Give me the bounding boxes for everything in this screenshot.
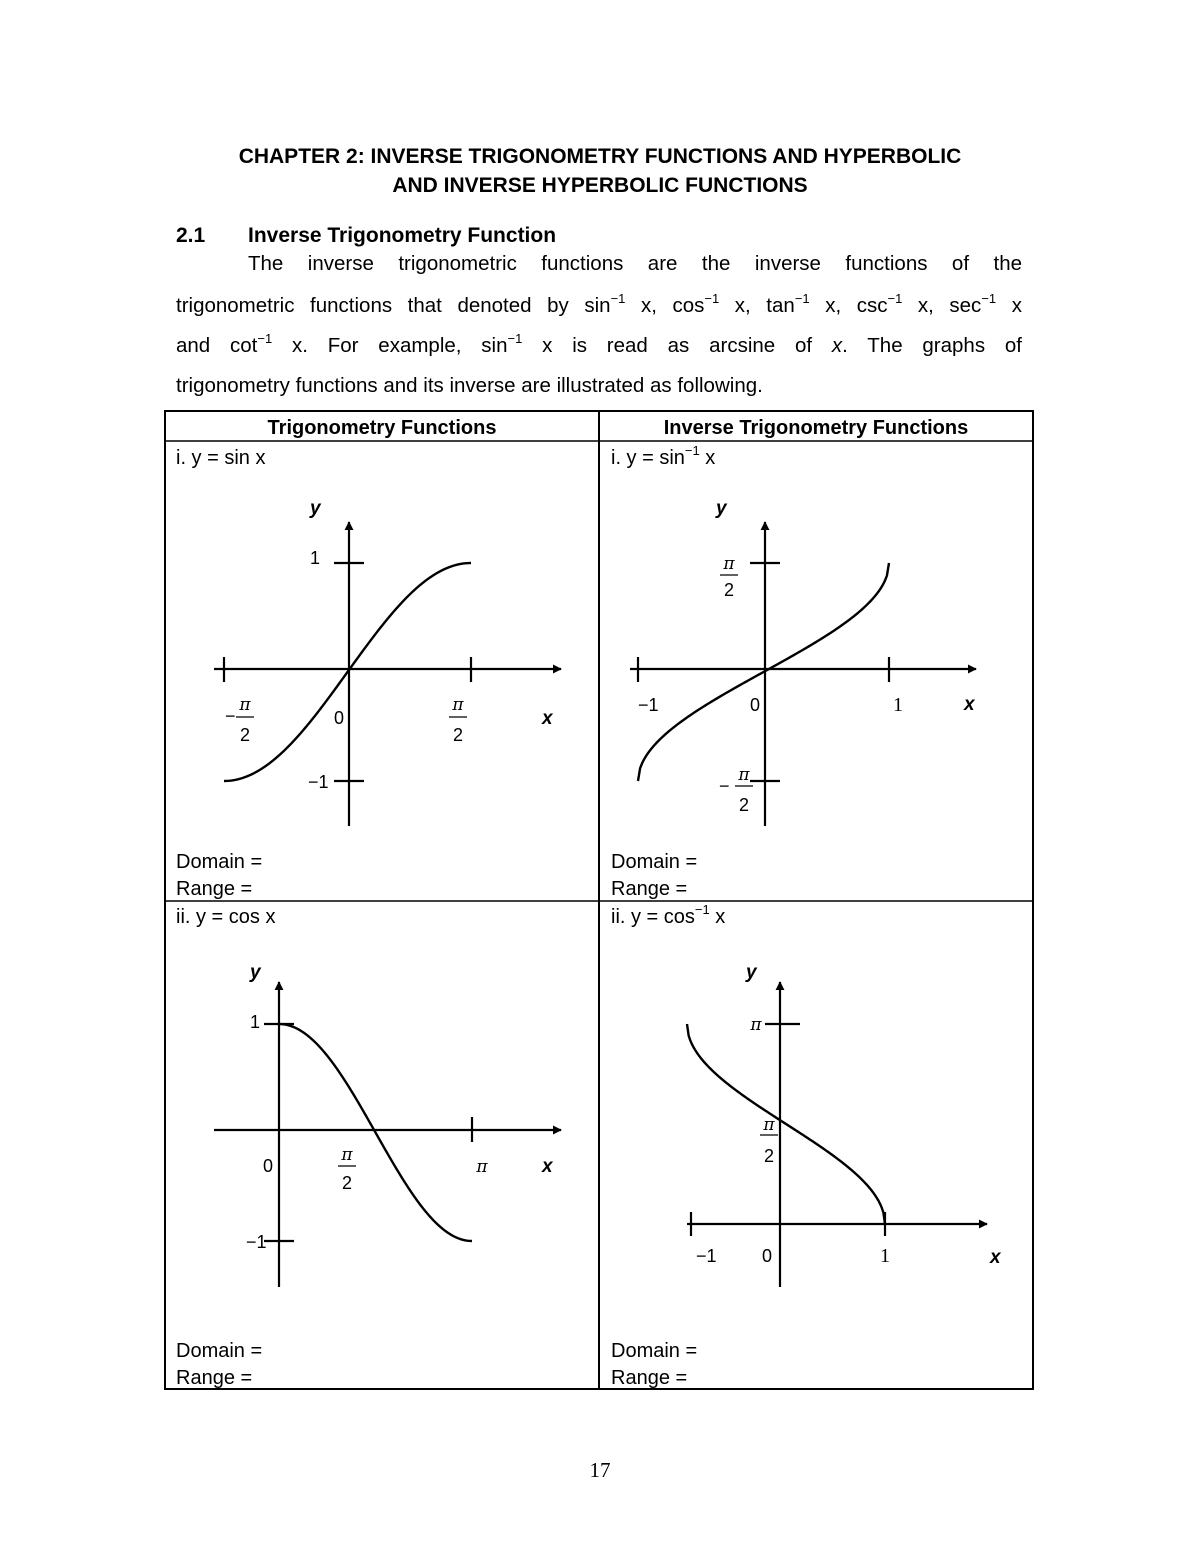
sin-x-tick-neg-2: 2 (239, 725, 251, 745)
cos-range-label: Range = (176, 1367, 253, 1389)
arccos-y-tick-pi-label: π (750, 1015, 762, 1035)
arccos-x-tick-1: 1 (880, 1245, 890, 1267)
sin-origin-label: 0 (334, 708, 345, 728)
arccos-x-tick-neg1: −1 (696, 1246, 717, 1266)
paragraph-line-3: and $\cot^{-1} x$. For example, $\sin^{-1} x$ is read as arcsine of x. The graphs of (176, 331, 1022, 357)
sin-y-axis-label: y (310, 498, 321, 519)
sin-curve (224, 563, 471, 781)
cos-x-tick-pi-label: π (476, 1157, 488, 1177)
cos-y-tick-neg1: −1 (246, 1232, 267, 1252)
sin-x-tick-neg-pi: π (239, 695, 251, 715)
arcsin-cell-title: i. $y = \sin^{-1} x$ (611, 443, 716, 469)
sin-x-axis-label: x (542, 708, 553, 729)
chapter-title-line2: AND INVERSE HYPERBOLIC FUNCTIONS (392, 174, 808, 197)
cos-y-tick-1: 1 (250, 1012, 261, 1032)
arccos-range-label: Range = (611, 1367, 688, 1389)
arccos-origin-label: 0 (762, 1246, 773, 1266)
arccos-y-tick-pi-half: π (763, 1115, 775, 1135)
arcsin-y-tick-2: 2 (723, 580, 735, 600)
cos-cell-title: ii. y = cos x (176, 906, 276, 928)
col1-header: Trigonometry Functions (267, 417, 497, 439)
arcsin-x-tick-1: 1 (893, 694, 903, 716)
cos-x-tick-2: 2 (341, 1173, 353, 1193)
arccos-domain-label: Domain = (611, 1340, 698, 1362)
arccos-cell-title: ii. $y = \cos^{-1} x$ (611, 902, 726, 928)
cos-x-axis-label: x (542, 1156, 553, 1177)
arcsin-origin-label: 0 (750, 695, 761, 715)
paragraph-line-2: trigonometric functions that denoted by $\sin^{-1} x$, $\cos^{-1} x$, $\tan^{-1} x$, $\csc^{-1} x$, $\sec^{-1} x$ (176, 291, 1022, 317)
cos-domain-label: Domain = (176, 1340, 263, 1362)
function-graph-table (164, 410, 1034, 1390)
cos-origin-label: 0 (263, 1156, 274, 1176)
sin-domain-label: Domain = (176, 851, 263, 873)
sin-y-tick-neg1: −1 (308, 772, 329, 792)
arccos-y-tick-2: 2 (763, 1146, 775, 1166)
arcsin-y-axis-label: y (716, 498, 727, 519)
cos-y-axis-label: y (250, 962, 261, 983)
paragraph-line-4: trigonometry functions and its inverse are illustrated as following. (176, 374, 763, 397)
arcsin-y-tick-pi: π (723, 554, 735, 574)
col2-header: Inverse Trigonometry Functions (663, 417, 969, 439)
section-number: 2.1 (176, 224, 206, 247)
arccos-curve (687, 1024, 885, 1224)
section-title: Inverse Trigonometry Function (248, 224, 557, 247)
cos-x-tick-pi-half: π (341, 1145, 353, 1165)
arcsin-range-label: Range = (611, 878, 688, 900)
page-number: 17 (589, 1458, 611, 1482)
sin-cell-title: i. y = sin x (176, 447, 266, 469)
chapter-title-line1: CHAPTER 2: INVERSE TRIGONOMETRY FUNCTIONS AND HYPERBOLIC (238, 145, 962, 168)
sin-y-tick-1: 1 (310, 548, 321, 568)
sin-x-tick-pi: π (452, 695, 464, 715)
sin-x-tick-minus-sign: − (225, 706, 236, 726)
arcsin-y-tick-neg-2: 2 (738, 795, 750, 815)
sin-x-tick-2: 2 (452, 725, 464, 745)
table-borders (165, 411, 1033, 1389)
arccos-x-axis-label: x (990, 1247, 1001, 1268)
arccos-y-axis-label: y (746, 962, 757, 983)
arcsin-y-tick-minus-sign: − (719, 776, 730, 796)
cos-curve (279, 1024, 472, 1241)
arcsin-domain-label: Domain = (611, 851, 698, 873)
paragraph-line-1: The inverse trigonometric functions are the inverse functions of the (248, 252, 1022, 275)
arcsin-x-tick-neg1: −1 (638, 695, 659, 715)
arcsin-y-tick-neg-pi: π (738, 765, 750, 785)
sin-range-label: Range = (176, 878, 253, 900)
arcsin-x-axis-label: x (964, 694, 975, 715)
arcsin-curve (638, 563, 889, 781)
